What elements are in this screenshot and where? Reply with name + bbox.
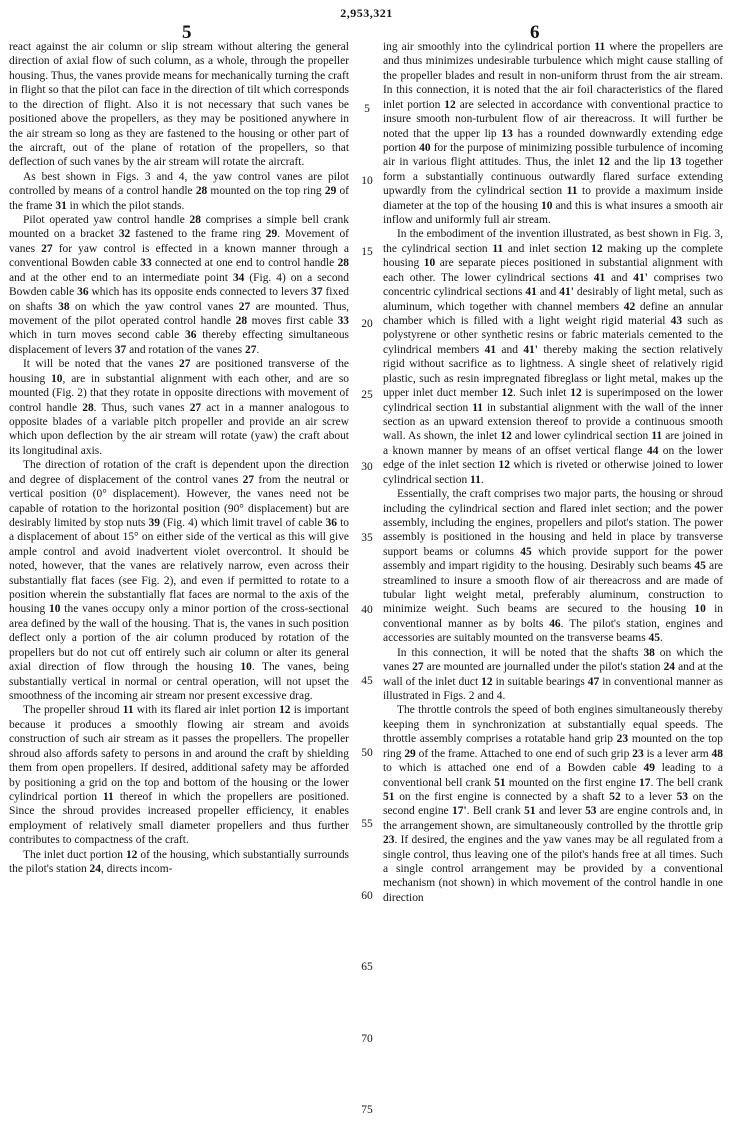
text-run: moves first cable xyxy=(247,315,338,328)
text-run: in substantial alignment with the wall of the inner section as an upward extension thereof to provide a continuous smooth wall. As shown, the inlet xyxy=(383,401,723,443)
reference-numeral: 10 xyxy=(540,199,553,212)
reference-numeral: 37 xyxy=(311,286,323,299)
line-number: 20 xyxy=(361,317,373,330)
line-number: 40 xyxy=(361,603,373,616)
text-run: in suitable bearings xyxy=(492,675,588,688)
paragraph xyxy=(9,848,349,877)
reference-numeral: 45 xyxy=(648,632,660,645)
reference-numeral: 27 xyxy=(41,242,53,255)
paragraph xyxy=(9,170,349,213)
text-run: are streamlined to insure a smooth flow of air thereacross and are made of tubular light weight metal, preferably aluminum, construction to minimize weight. Such beams are secured to the housing xyxy=(383,560,723,616)
text-run: are mounted. Thus, movement of the pilot operated control handle xyxy=(9,300,350,328)
text-run: is superimposed on the lower cylindrical section xyxy=(383,387,723,414)
text-run: mounted on the top ring xyxy=(207,185,325,198)
text-run: and xyxy=(496,343,524,356)
line-number: 35 xyxy=(361,532,373,544)
right-text-column xyxy=(383,40,723,1118)
reference-numeral: 13 xyxy=(669,156,682,169)
reference-numeral: 29 xyxy=(404,747,416,760)
reference-numeral: 38 xyxy=(58,300,70,313)
reference-numeral: 24 xyxy=(89,863,101,876)
paragraph xyxy=(383,40,723,227)
text-run: mounted on the top ring xyxy=(383,733,723,760)
reference-numeral: 28 xyxy=(235,315,248,328)
line-number: 75 xyxy=(361,1104,373,1116)
text-run: on the lower edge of the inlet section xyxy=(383,444,723,472)
reference-numeral: 53 xyxy=(585,805,597,818)
text-run: The propeller shroud xyxy=(23,704,123,717)
line-number: 50 xyxy=(361,746,373,759)
reference-numeral: 43 xyxy=(670,315,683,328)
text-run: of the housing, which substantially surrounds the pilot's station xyxy=(9,848,350,876)
text-run: of the frame xyxy=(9,185,349,212)
text-run: comprises two concentric cylindrical sections xyxy=(383,271,724,299)
reference-numeral: 12 xyxy=(501,387,513,400)
reference-numeral: 11 xyxy=(651,430,663,443)
text-run: on the second engine xyxy=(383,790,723,818)
line-number: 15 xyxy=(361,246,373,258)
text-run: has a rounded downwardly extending edge portion xyxy=(383,127,724,154)
text-run: . Such inlet xyxy=(512,387,571,400)
reference-numeral: 11 xyxy=(566,185,578,198)
reference-numeral: 48 xyxy=(711,747,723,760)
reference-numeral: 36 xyxy=(325,516,337,529)
text-run: . Movement of vanes xyxy=(9,228,349,255)
reference-numeral: 27 xyxy=(189,401,202,414)
text-run: (Fig. 4) which limit travel of cable xyxy=(159,516,326,529)
reference-numeral: 12 xyxy=(598,156,610,169)
text-run: which in turn moves second cable xyxy=(9,329,185,342)
reference-numeral: 45 xyxy=(694,560,706,573)
text-run: As best shown in Figs. 3 and 4, the yaw control vanes are pilot controlled by means of a control handle xyxy=(9,170,349,198)
text-run: and at the wall of the inlet duct xyxy=(383,661,723,688)
reference-numeral: 28 xyxy=(189,214,201,227)
text-run: on which the yaw control vanes xyxy=(69,300,239,313)
text-run: , directs incom- xyxy=(100,863,173,876)
text-run: of the frame. Attached to one end of such grip xyxy=(415,747,633,760)
reference-numeral: 12 xyxy=(591,242,603,255)
line-number: 5 xyxy=(364,103,370,115)
text-run: In the embodiment of the invention illustrated, as best shown in Fig. 3, the cylindrical section xyxy=(383,228,723,255)
reference-numeral: 12 xyxy=(500,430,512,443)
paragraph xyxy=(9,703,349,847)
reference-numeral: 41 xyxy=(484,343,497,356)
text-run: desirably of light metal, such as aluminum, which together with channel members xyxy=(383,286,724,313)
text-run: where the propellers are and thus minimizes undesirable turbulence which might cause stalling of the propeller blades and result in non-uniform thrust from the air stream. In this connection, it is noted that the air foil characteristics of the flared inlet portion xyxy=(383,41,724,111)
paragraph xyxy=(9,357,349,458)
text-run: leading to a conventional bell crank xyxy=(383,762,723,789)
reference-numeral: 11 xyxy=(472,401,483,414)
reference-numeral: 41' xyxy=(633,271,648,284)
text-run: are joined in a known manner by means of an offset vertical flange xyxy=(383,430,723,457)
reference-numeral: 51 xyxy=(383,790,395,803)
paragraph xyxy=(383,487,723,646)
text-run: (Fig. 4) on a second Bowden cable xyxy=(9,271,349,299)
reference-numeral: 47 xyxy=(587,675,600,688)
text-run: define an annular chamber which is filled with a light weight rigid material xyxy=(383,300,723,328)
reference-numeral: 23 xyxy=(383,834,395,847)
text-run: on the first engine is connected by a shaft xyxy=(394,790,610,803)
reference-numeral: 34 xyxy=(232,271,245,284)
text-run: in which the pilot stands. xyxy=(66,199,185,212)
reference-numeral: 24 xyxy=(663,661,676,674)
text-run: to a lever xyxy=(620,790,677,803)
right-column-number: 6 xyxy=(530,22,540,43)
text-run: which has its opposite ends connected to levers xyxy=(88,286,312,299)
line-number: 25 xyxy=(361,389,373,401)
reference-numeral: 44 xyxy=(646,444,659,457)
paragraph xyxy=(9,213,349,357)
left-column-number: 5 xyxy=(182,22,192,43)
reference-numeral: 10 xyxy=(694,603,706,616)
line-number: 70 xyxy=(361,1032,373,1045)
reference-numeral: 12 xyxy=(125,848,138,861)
text-run: making up the complete housing xyxy=(383,242,723,270)
reference-numeral: 51 xyxy=(524,805,536,818)
reference-numeral: 31 xyxy=(55,199,67,212)
text-run: fastened to the frame ring xyxy=(130,228,266,241)
reference-numeral: 36 xyxy=(184,329,197,342)
text-run: and lower cylindrical section xyxy=(511,430,652,443)
text-run: . The pilot's station, engines and accessories are suitably mounted on the transverse beams xyxy=(383,617,723,645)
reference-numeral: 23 xyxy=(616,733,629,746)
reference-numeral: 51 xyxy=(494,776,506,789)
text-run: for yaw control is effected in a known manner through a conventional Bowden cable xyxy=(9,242,350,270)
text-run: react against the air column or slip stream without altering the general direction of axial flow of such column, as a whole, through the propeller housing. Thus, the vanes provide means for mechanically turning the craft in flight so that the pilot can face in the direction of tilt which corresponds to the direction of flight. Also it is not necessary that such vanes be positioned above the propellers, as they may be positioned anywhere in the air stream so long as they are fastened to the housing or other part of the aircraft, out of the plane of rotation of the propellers, so that deflection of such vanes by the air stream will rotate the aircraft. xyxy=(9,41,349,169)
text-run: are positioned transverse of the housing xyxy=(9,358,350,385)
text-run: . Bell crank xyxy=(466,805,525,818)
reference-numeral: 12 xyxy=(498,459,510,472)
text-run: ing air smoothly into the cylindrical portion xyxy=(383,41,595,53)
reference-numeral: 45 xyxy=(520,545,532,558)
line-number: 65 xyxy=(361,961,373,973)
text-run: . Thus, such vanes xyxy=(93,401,190,414)
reference-numeral: 27 xyxy=(242,473,255,486)
line-number: 45 xyxy=(361,675,373,687)
text-run: connected at one end to control handle xyxy=(151,257,338,270)
reference-numeral: 10 xyxy=(423,257,436,270)
reference-numeral: 28 xyxy=(195,185,208,198)
text-run: It will be noted that the vanes xyxy=(23,358,180,371)
text-run: The inlet duct portion xyxy=(23,848,126,861)
text-run: on which the vanes xyxy=(383,646,723,674)
text-run: and the lip xyxy=(609,156,670,169)
reference-numeral: 29 xyxy=(324,185,337,198)
text-run: . xyxy=(480,473,484,486)
reference-numeral: 33 xyxy=(337,315,349,328)
reference-numeral: 32 xyxy=(118,228,131,241)
text-run: . If desired, the engines and the yaw vanes may be all regulated from a single control, thus leaving one of the pilot's hands free at all times. Such a single control arrangement may be provided by a conventional mechanism (not shown) in which movement of the control handle in one direction xyxy=(383,834,723,904)
text-run: and xyxy=(536,286,560,299)
line-number: 10 xyxy=(361,174,373,187)
text-run: fixed on shafts xyxy=(9,286,349,313)
patent-number: 2,953,321 xyxy=(340,6,393,20)
reference-numeral: 11 xyxy=(102,790,114,803)
reference-numeral: 10 xyxy=(240,661,252,674)
text-run: and xyxy=(605,271,634,284)
text-run: mounted on the first engine xyxy=(505,776,640,789)
text-run: Essentially, the craft comprises two major parts, the housing or shroud including the cylindrical section and flared inlet section; and the power assembly, including the engines, propellers and pilot's station. The power assembly is positioned in the housing and held in place by transverse support beams or columns xyxy=(383,488,723,558)
text-run: act in a manner analogous to opposite blades of a variable pitch propeller and provide an air screw which upon deflection by the air stream will rotate (yaw) the craft about its longitudinal axis. xyxy=(9,401,349,457)
text-run: to a displacement of about 15° on either side of the vertical as this will give ample control and avoid inadvertent violet overcontrol. It should be noted, however, that the vanes are relatively narrow, even across their substantially flat faces (see Fig. 2), and even if permitted to rotate to a position wherein the substantially flat faces are normal to the axis of the housing xyxy=(9,516,349,616)
reference-numeral: 41 xyxy=(525,286,537,299)
reference-numeral: 27 xyxy=(179,358,191,371)
text-run: are mounted are journalled under the pilot's station xyxy=(423,661,664,674)
reference-numeral: 12 xyxy=(279,704,291,717)
line-number: 55 xyxy=(361,818,373,830)
text-run: is important because it produces a smoothly flowing air stream and avoids construction of such air stream as it passes the propellers. The propeller shroud also affords safety to persons in and around the craft by shielding them from open propellers. If desired, additional safety may be afforded by positioning a grid on the top and bottom of the housing or the lower cylindrical portion xyxy=(9,704,349,803)
text-run: with its flared air inlet portion xyxy=(133,704,280,717)
text-run: to provide a maximum inside diameter at the top of the housing xyxy=(383,185,723,212)
text-run: In this connection, it will be noted that the shafts xyxy=(397,646,644,659)
reference-numeral: 37 xyxy=(114,343,127,356)
reference-numeral: 11 xyxy=(594,41,606,53)
text-run: which is riveted or otherwise joined to lower cylindrical section xyxy=(383,459,723,486)
text-run: together form a substantially continuous outwardly flared surface extending upwardly from the cylindrical section xyxy=(383,156,723,198)
text-run: are separate pieces positioned in substantial alignment with each other. The lower cylindrical sections xyxy=(383,257,723,284)
text-run: . xyxy=(256,343,260,356)
reference-numeral: 41' xyxy=(559,286,574,299)
text-run: comprises a simple bell crank mounted on a bracket xyxy=(9,214,349,241)
text-run: . xyxy=(659,632,663,645)
reference-numeral: 41 xyxy=(593,271,606,284)
text-run: thereby making the section relatively rigid without sacrifice as to lightness. A single sheet of relatively rigid plastic, such as resin impregnated fibreglass or light metal, makes up the upper inlet duct member xyxy=(383,343,723,400)
text-run: in conventional manner as illustrated in Figs. 2 and 4. xyxy=(383,675,723,702)
paragraph xyxy=(9,40,349,170)
text-run: for the purpose of minimizing possible turbulence of incoming air in various flight attitudes. Thus, the inlet xyxy=(383,141,723,169)
text-run: such as polystyrene or other synthetic resins or fabric materials cemented to the cylindrical members xyxy=(383,315,724,356)
reference-numeral: 46 xyxy=(549,617,561,630)
text-run: thereby effecting simultaneous displacement of levers xyxy=(9,329,349,356)
paragraph xyxy=(383,227,723,487)
reference-numeral: 10 xyxy=(51,372,63,385)
text-run: and at the other end to an intermediate point xyxy=(9,271,233,284)
text-run: are engine controls and, in the arrangement shown, are simultaneously controlled by the throttle grip xyxy=(383,805,723,832)
text-run: which provide support for the power assembly and impart rigidity to the housing. Desirably such beams xyxy=(383,545,723,573)
text-run: and this is what insures a smooth air inflow and uniformly full air stream. xyxy=(383,199,724,227)
text-run: thereof in which the propellers are positioned. Since the shroud provides increased propeller efficiency, it enables employment of relatively small diameter propellers and thus further contributes to compactness of the craft. xyxy=(9,790,349,847)
text-run: is a lever arm xyxy=(643,747,712,760)
reference-numeral: 13 xyxy=(501,127,513,140)
paragraph xyxy=(383,703,723,905)
reference-numeral: 33 xyxy=(140,257,152,270)
reference-numeral: 52 xyxy=(609,790,621,803)
paragraph xyxy=(9,458,349,703)
reference-numeral: 42 xyxy=(623,300,636,313)
reference-numeral: 12 xyxy=(570,387,582,400)
reference-numeral: 49 xyxy=(643,762,655,775)
reference-numeral: 27 xyxy=(245,343,257,356)
text-run: . The bell crank xyxy=(650,776,723,789)
text-run: from the neutral or vertical position (0° displacement). However, the vanes need not be capable of rotation to the horizontal position (90° displacement) but are desirably limited by stop nuts xyxy=(9,473,349,529)
reference-numeral: 11 xyxy=(122,704,134,717)
reference-numeral: 39 xyxy=(148,516,160,529)
reference-numeral: 41' xyxy=(523,343,538,356)
reference-numeral: 40 xyxy=(419,141,431,154)
reference-numeral: 17' xyxy=(452,805,467,818)
reference-numeral: 11 xyxy=(492,242,504,255)
reference-numeral: 12 xyxy=(481,675,493,688)
reference-numeral: 27 xyxy=(238,300,251,313)
left-text-column xyxy=(9,40,349,1118)
text-run: Pilot operated yaw control handle xyxy=(23,214,190,227)
text-run: and rotation of the vanes xyxy=(126,343,245,356)
reference-numeral: 28 xyxy=(337,257,350,270)
line-number: 30 xyxy=(361,460,373,473)
reference-numeral: 12 xyxy=(444,98,456,111)
text-run: and inlet section xyxy=(503,242,592,255)
paragraph xyxy=(383,646,723,704)
text-run: in conventional manner as by bolts xyxy=(383,603,723,630)
reference-numeral: 17 xyxy=(639,776,651,789)
reference-numeral: 28 xyxy=(82,401,94,414)
text-run: and lever xyxy=(535,805,586,818)
line-number: 60 xyxy=(361,889,373,902)
text-run: . The vanes, being substantially vertical in normal or central operation, will not upset the smoothness of the incoming air stream nor present excessive drag. xyxy=(9,661,349,702)
reference-numeral: 11 xyxy=(470,473,481,486)
reference-numeral: 38 xyxy=(643,646,655,659)
reference-numeral: 27 xyxy=(412,661,424,674)
reference-numeral: 36 xyxy=(77,286,89,299)
text-run: the vanes occupy only a minor portion of the cross-sectional area defined by the wall of the housing. That is, the vanes in such position deflect only a portion of the air column produced by rotation of the propellers but do not cut off entirely such air column or alter its general axial direction of flow through the housing xyxy=(9,603,349,674)
text-run: are selected in accordance with conventional practice to insure smooth non-turbulent flow of air thereacross. It will further be noted that the upper lip xyxy=(383,98,724,140)
text-run: The direction of rotation of the craft is dependent upon the direction and degree of displacement of the control vanes xyxy=(9,459,349,486)
reference-numeral: 10 xyxy=(49,603,61,616)
text-run: , are in substantial alignment with each other, and are so mounted (Fig. 2) that they rotate in opposite directions with movement of control handle xyxy=(9,372,349,414)
reference-numeral: 53 xyxy=(676,790,689,803)
reference-numeral: 23 xyxy=(632,747,644,760)
text-run: to which is attached one end of a Bowden cable xyxy=(383,762,644,775)
reference-numeral: 29 xyxy=(265,228,278,241)
text-run: The throttle controls the speed of both engines simultaneously thereby keeping them in synchronization at substantially equal speeds. The throttle assembly comprises a rotatable hand grip xyxy=(383,704,723,746)
